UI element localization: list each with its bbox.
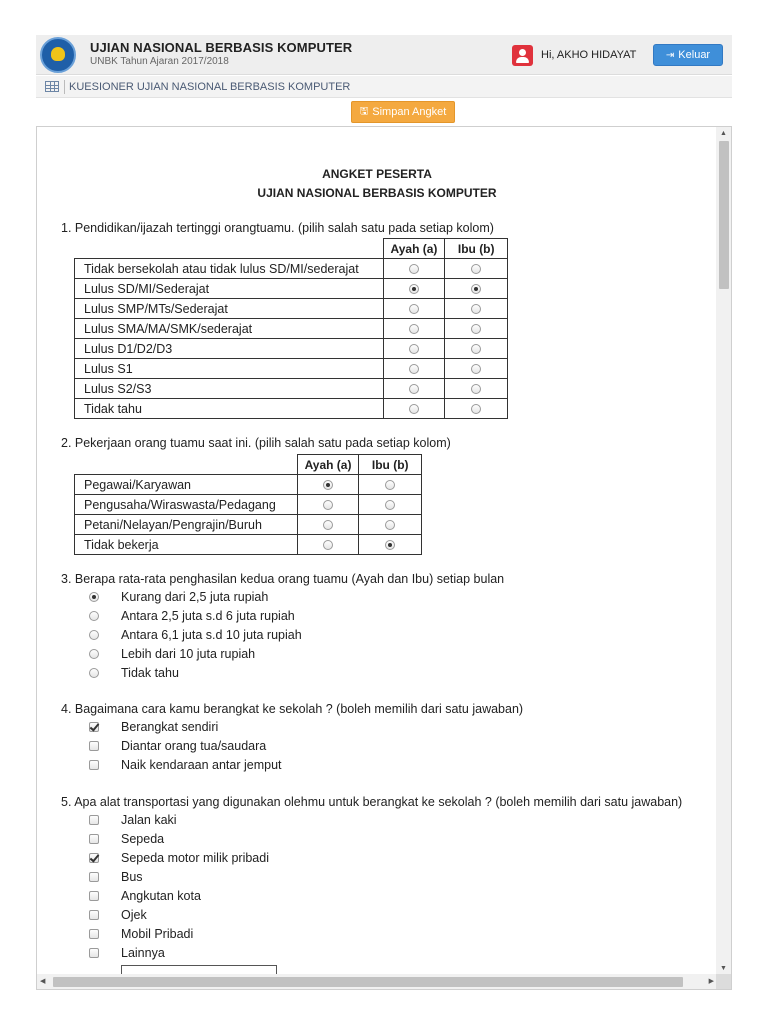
radio-cell-ayah — [383, 339, 445, 359]
app-subtitle: UNBK Tahun Ajaran 2017/2018 — [90, 56, 229, 67]
option-label: Angkutan kota — [121, 889, 201, 903]
radio-cell-ibu — [445, 359, 508, 379]
scroll-down-arrow-icon[interactable]: ▼ — [720, 965, 727, 972]
radio-button[interactable] — [409, 384, 419, 394]
option-label: Antara 2,5 juta s.d 6 juta rupiah — [121, 609, 295, 623]
doc-title-1: ANGKET PESERTA — [322, 167, 432, 181]
radio-button[interactable] — [385, 500, 395, 510]
table-icon — [45, 81, 59, 92]
questionnaire-content — [37, 127, 717, 975]
radio-cell-ibu — [359, 475, 422, 495]
checkbox[interactable] — [89, 853, 99, 863]
table-row — [75, 515, 422, 535]
option-label: Diantar orang tua/saudara — [121, 739, 267, 753]
radio-button[interactable] — [323, 520, 333, 530]
row-label: Pengusaha/Wiraswasta/Pedagang — [75, 495, 298, 515]
row-label: Lulus S1 — [75, 359, 384, 379]
radio-button[interactable] — [471, 324, 481, 334]
radio-button[interactable] — [409, 304, 419, 314]
radio-cell-ayah — [383, 279, 445, 299]
row-label: Lulus D1/D2/D3 — [75, 339, 384, 359]
table-row — [75, 339, 508, 359]
save-label: Simpan Angket — [372, 106, 447, 118]
question-1-text: 1. Pendidikan/ijazah tertinggi orangtuamu. (pilih salah satu pada setiap kolom) — [61, 221, 494, 235]
question-4-text: 4. Bagaimana cara kamu berangkat ke sekolah ? (boleh memilih dari satu jawaban) — [61, 702, 524, 716]
section-bar — [36, 76, 732, 98]
table-corner — [75, 455, 298, 475]
row-label: Lulus SD/MI/Sederajat — [75, 279, 384, 299]
section-title: KUESIONER UJIAN NASIONAL BERBASIS KOMPUTER — [69, 81, 351, 93]
top-bar — [36, 35, 732, 75]
table-row — [75, 495, 422, 515]
radio-cell-ibu — [445, 319, 508, 339]
radio-cell-ibu — [445, 399, 508, 419]
vertical-scrollbar[interactable] — [716, 127, 731, 975]
radio-cell-ibu — [445, 339, 508, 359]
divider — [64, 80, 65, 94]
scrollbar-corner — [716, 974, 731, 989]
table-row — [75, 259, 508, 279]
radio-cell-ayah — [297, 535, 359, 555]
radio-cell-ayah — [383, 359, 445, 379]
app-title: UJIAN NASIONAL BERBASIS KOMPUTER — [90, 40, 353, 55]
row-label: Tidak bekerja — [75, 535, 298, 555]
option-label: Bus — [121, 870, 143, 884]
radio-button[interactable] — [385, 480, 395, 490]
radio-button[interactable] — [323, 500, 333, 510]
checkbox[interactable] — [89, 948, 99, 958]
radio-button[interactable] — [409, 264, 419, 274]
checkbox[interactable] — [89, 929, 99, 939]
row-label: Petani/Nelayan/Pengrajin/Buruh — [75, 515, 298, 535]
option-label: Sepeda motor milik pribadi — [121, 851, 269, 865]
radio-button[interactable] — [409, 364, 419, 374]
radio-button[interactable] — [471, 284, 481, 294]
logout-button[interactable] — [653, 44, 723, 66]
radio-cell-ayah — [297, 495, 359, 515]
checkbox[interactable] — [89, 760, 99, 770]
radio-button[interactable] — [89, 592, 99, 602]
checkbox[interactable] — [89, 891, 99, 901]
option-label: Antara 6,1 juta s.d 10 juta rupiah — [121, 628, 302, 642]
question-3-text: 3. Berapa rata-rata penghasilan kedua orang tuamu (Ayah dan Ibu) setiap bulan — [61, 572, 505, 586]
row-label: Lulus SMA/MA/SMK/sederajat — [75, 319, 384, 339]
row-label: Tidak bersekolah atau tidak lulus SD/MI/sederajat — [75, 259, 384, 279]
radio-cell-ibu — [445, 379, 508, 399]
option-label: Jalan kaki — [121, 813, 177, 827]
table-row — [75, 359, 508, 379]
radio-button[interactable] — [385, 520, 395, 530]
horizontal-scrollbar[interactable] — [37, 974, 718, 989]
scroll-right-arrow-icon[interactable]: ▶ — [708, 978, 714, 985]
question-2-text: 2. Pekerjaan orang tuamu saat ini. (pilih salah satu pada setiap kolom) — [61, 436, 451, 450]
radio-cell-ayah — [383, 379, 445, 399]
user-icon — [512, 45, 533, 66]
logout-label: Keluar — [678, 49, 711, 61]
table-row — [75, 279, 508, 299]
checkbox[interactable] — [89, 722, 99, 732]
checkbox[interactable] — [89, 815, 99, 825]
option-label: Sepeda — [121, 832, 165, 846]
radio-button[interactable] — [471, 404, 481, 414]
checkbox[interactable] — [89, 834, 99, 844]
row-label: Lulus SMP/MTs/Sederajat — [75, 299, 384, 319]
doc-title-2: UJIAN NASIONAL BERBASIS KOMPUTER — [257, 186, 497, 200]
radio-button[interactable] — [323, 540, 333, 550]
tut-wuri-handayani-logo — [40, 37, 76, 73]
radio-cell-ayah — [383, 319, 445, 339]
checkbox[interactable] — [89, 910, 99, 920]
option-label: Lebih dari 10 juta rupiah — [121, 647, 256, 661]
table-row — [75, 379, 508, 399]
col-header-ayah: Ayah (a) — [383, 239, 445, 259]
radio-cell-ayah — [297, 475, 359, 495]
scroll-up-arrow-icon[interactable]: ▲ — [720, 130, 727, 137]
checkbox[interactable] — [89, 741, 99, 751]
sign-out-icon: ⇥ — [665, 49, 675, 61]
option-label: Tidak tahu — [121, 666, 179, 680]
radio-cell-ibu — [445, 259, 508, 279]
option-label: Kurang dari 2,5 juta rupiah — [121, 590, 269, 604]
radio-cell-ayah — [383, 299, 445, 319]
option-label: Lainnya — [121, 946, 165, 960]
table-row — [75, 535, 422, 555]
question-2-table — [74, 454, 422, 555]
row-label: Tidak tahu — [75, 399, 384, 419]
radio-button[interactable] — [471, 364, 481, 374]
radio-cell-ayah — [383, 259, 445, 279]
option-label: Ojek — [121, 908, 147, 922]
col-header-ibu: Ibu (b) — [445, 239, 508, 259]
vertical-scroll-thumb[interactable] — [719, 141, 729, 289]
radio-cell-ibu — [359, 515, 422, 535]
radio-button[interactable] — [385, 540, 395, 550]
radio-button[interactable] — [471, 264, 481, 274]
col-header-ayah: Ayah (a) — [297, 455, 359, 475]
table-row — [75, 319, 508, 339]
save-icon: 🖫 — [359, 105, 369, 117]
question-1-table — [74, 238, 508, 419]
radio-button[interactable] — [409, 284, 419, 294]
scroll-left-arrow-icon[interactable]: ◀ — [40, 978, 46, 985]
option-label: Berangkat sendiri — [121, 720, 219, 734]
horizontal-scroll-thumb[interactable] — [53, 977, 683, 987]
table-row — [75, 399, 508, 419]
radio-button[interactable] — [409, 324, 419, 334]
questionnaire-frame — [36, 126, 732, 990]
radio-button[interactable] — [409, 344, 419, 354]
radio-cell-ayah — [297, 515, 359, 535]
option-label: Mobil Pribadi — [121, 927, 194, 941]
user-greeting: Hi, AKHO HIDAYAT — [541, 49, 637, 61]
radio-button[interactable] — [471, 344, 481, 354]
save-survey-button[interactable] — [351, 101, 455, 123]
radio-cell-ibu — [445, 299, 508, 319]
option-label: Naik kendaraan antar jemput — [121, 758, 282, 772]
radio-button[interactable] — [89, 649, 99, 659]
radio-button[interactable] — [471, 384, 481, 394]
radio-button[interactable] — [89, 611, 99, 621]
row-label: Pegawai/Karyawan — [75, 475, 298, 495]
radio-button[interactable] — [89, 630, 99, 640]
table-corner — [75, 239, 384, 259]
row-label: Lulus S2/S3 — [75, 379, 384, 399]
checkbox[interactable] — [89, 872, 99, 882]
radio-button[interactable] — [409, 404, 419, 414]
table-row — [75, 299, 508, 319]
radio-button[interactable] — [471, 304, 481, 314]
radio-cell-ibu — [445, 279, 508, 299]
radio-button[interactable] — [323, 480, 333, 490]
radio-cell-ibu — [359, 535, 422, 555]
question-5-text: 5. Apa alat transportasi yang digunakan olehmu untuk berangkat ke sekolah ? (boleh memilih dari satu jawaban) — [61, 795, 683, 809]
table-row — [75, 475, 422, 495]
radio-cell-ibu — [359, 495, 422, 515]
radio-cell-ayah — [383, 399, 445, 419]
col-header-ibu: Ibu (b) — [359, 455, 422, 475]
radio-button[interactable] — [89, 668, 99, 678]
